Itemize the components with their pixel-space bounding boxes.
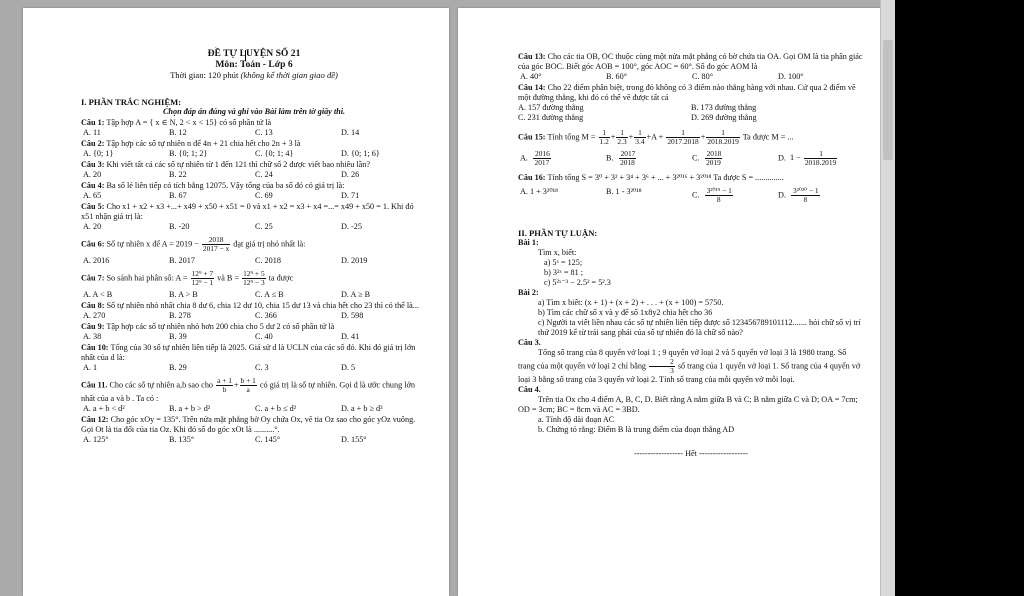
bai2-label: Bài 2: <box>518 288 539 297</box>
fraction-a: $\frac{a + 1}{b}$ <box>217 376 232 394</box>
cau4-a: a. Tính độ dài đoạn AC <box>538 415 615 424</box>
question-5-options: A. 20 B. -20 C. 25 D. -25 <box>83 222 362 231</box>
question-1-options: A. 11 B. 12 C. 13 D. 14 <box>83 128 360 137</box>
fraction: $\frac{1}{2018.2019}$ <box>804 149 837 167</box>
vertical-scrollbar[interactable] <box>880 0 896 596</box>
question-4-options: A. 65 B. 67 C. 69 D. 71 <box>83 191 360 200</box>
fraction: $\frac{\text{3²⁰¹⁹ − 1}}{8}$ <box>706 186 732 204</box>
question-14: Câu 14: Cho 22 điểm phân biệt, trong đó không có 3 điểm nào thẳng hàng với nhau. Cứ qua 2 điểm vẽ một đường thẳng, khi đó có thể vẽ được tất cả <box>518 83 856 102</box>
question-16: Câu 16: Tính tổng S = 3⁰ + 3² + 3⁴ + 3⁶ + ... + 3²⁰¹⁶ + 3²⁰¹⁸ Ta được S = .............. <box>518 173 784 182</box>
page-2 <box>458 8 882 596</box>
question-3-options: A. 20 B. 22 C. 24 D. 26 <box>83 170 360 179</box>
question-14-options: A. 157 đường thẳng B. 173 đường thẳng C. 231 đường thẳng D. 269 đường thẳng <box>518 103 757 122</box>
bai1-b: b) 3²ˣ = 81 ; <box>544 268 584 277</box>
scrollbar-thumb[interactable] <box>883 40 893 160</box>
part1-heading: I. PHẦN TRẮC NGHIỆM: <box>81 97 182 107</box>
question-11: Câu 11. Cho các số tự nhiên a,b sao cho $\frac{a + 1}{b}$ + $\frac{b + 1}{a}$ có giá trị là số tự nhiên. Gọi d là ước chung lớn nhất của a và b . Ta có : <box>81 376 415 403</box>
bai1-c: c) 5²ˣ⁻³ − 2.5² = 5².3 <box>544 278 611 287</box>
question-3: Câu 3: Khi viết tất cả các số tự nhiên từ 1 đến 121 thì chữ số 2 được viết bao nhiêu lần? <box>81 160 371 169</box>
fraction-b: $\frac{\text{12⁹ + 5}}{\text{12⁹ − 3}}$ <box>243 269 265 287</box>
question-2-options: A. {0; 1} B. {0; 1; 2} C. {0; 1; 4} D. {0; 1; 6} <box>83 149 380 158</box>
fraction: $\frac{\text{3²⁰²⁰ − 1}}{8}$ <box>793 186 819 204</box>
question-9: Câu 9: Tập hợp các số tự nhiên nhỏ hơn 200 chia cho 5 dư 2 có số phần tử là <box>81 322 335 331</box>
fraction: $\frac{2018}{2017 - x}$ <box>202 235 230 253</box>
question-8: Câu 8: Số tự nhiên nhỏ nhất chia 8 dư 6, chia 12 dư 10, chia 15 dư 13 và chia hết cho 23 thì có thể là... <box>81 301 419 310</box>
exam-title: ĐỀ TỰ LUYỆN SỐ 21 <box>207 48 301 59</box>
cau4-b: b. Chứng tỏ rằng: Điểm B là trung điểm của đoạn thẳng AD <box>538 425 735 434</box>
question-10-options: A. 1 B. 29 C. 3 D. 5 <box>83 363 356 372</box>
question-15-options: A. $\frac{2016}{2017}$ B. $\frac{2017}{2018}$ C. $\frac{2018}{2019}$ D. 1 − $\frac{1}{2018.2019}$ <box>520 149 837 167</box>
part2-heading: II. PHẦN TỰ LUẬN: <box>518 228 598 238</box>
question-2: Câu 2: Tập hợp các số tự nhiên n để 4n + 21 chia hết cho 2n + 3 là <box>81 139 301 148</box>
bai2-a: a) Tìm x biết: (x + 1) + (x + 2) + . . . + (x + 100) = 5750. <box>538 298 724 307</box>
bai1-label: Bài 1: <box>518 238 539 247</box>
question-12: Câu 12: Cho góc xOy = 135°. Trên nửa mặt phẳng bờ Oy chứa Ox, vẽ tia Oz sao cho góc yOz vuông. Gọi Ot là tia đối của tia Oz. Khi đó số đo góc xOt là ..........°. <box>81 415 416 434</box>
end-marker: ------------------ Hết ------------------ <box>633 449 749 458</box>
question-11-options: A. a + b < d² B. a + b > d² C. a + b ≤ d² D. a + b ≥ d² <box>83 404 383 413</box>
fraction: $\frac{2016}{2017}$ <box>534 149 550 167</box>
fraction: $\frac{2018}{2019}$ <box>706 149 722 167</box>
cau4-text: Trên tia Ox cho 4 điểm A, B, C, D. Biết rằng A nằm giữa B và C; B nằm giữa C và D; OA = 7cm; OD = 3cm; BC = 8cm và AC = 3BD. <box>518 395 858 414</box>
question-6-options: A. 2016 B. 2017 C. 2018 D. 2019 <box>83 256 368 265</box>
part1-instruction: Chọn đáp án đúng và ghi vào Bài làm trên tờ giấy thi. <box>162 107 346 116</box>
fraction: $\frac{1}{1.2}$ <box>599 128 609 146</box>
fraction: $\frac{1}{2018.2019}$ <box>707 128 739 146</box>
cau3-text: Tổng số trang của 8 quyển vở loại 1 ; 9 quyển vở loại 2 và 5 quyển vở loại 3 là 1980 trang. Số trang của một quyển vở loại 2 chỉ bằng $\frac{2}{3}$ số trang của 1 quyển vở loại 1. Số trang của 4 quyển vở loại 3 bằng số trang của 3 quyển vở loại 2. Tính số trang của mỗi quyển vở mỗi loại. <box>518 348 861 384</box>
cau4-label: Câu 4. <box>518 385 541 394</box>
fraction: $\frac{2}{3}$ <box>649 358 675 375</box>
bai2-c: c) Người ta viết liền nhau các số tự nhiên liên tiếp được số 123456789101112....... hỏi chữ số vị trí thứ 2019 kể từ trái sang phải của số tự nhiên đó là chữ số nào? <box>538 318 861 337</box>
question-8-options: A. 270 B. 278 C. 366 D. 598 <box>83 311 364 320</box>
fraction-a: $\frac{\text{12⁹ + 7}}{\text{12⁹ − 1}}$ <box>191 269 214 287</box>
fraction: $\frac{1}{2017.2018}$ <box>667 128 699 146</box>
question-7: Câu 7: So sánh hai phân số: A = $\frac{\text{12⁹ + 7}}{\text{12⁹ − 1}}$ và B = $\frac{\text{12⁹ + 5}}{\text{12⁹ − 3}}$ ta được <box>81 269 294 287</box>
fraction: $\frac{1}{2.3}$ <box>617 128 627 146</box>
page-1 <box>23 8 449 596</box>
question-7-options: A. A < B B. A > B C. A ≤ B D. A ≥ B <box>83 290 371 299</box>
fraction: $\frac{2017}{2018}$ <box>620 149 636 167</box>
question-5: Câu 5: Cho x1 + x2 + x3 +...+ x49 + x50 + x51 = 0 và x1 + x2 = x3 + x4 =...= x49 + x50 = 1. Khi đó x51 nhận giá trị là: <box>81 202 414 221</box>
exam-time: Thời gian: 120 phút (không kể thời gian giao đề) <box>170 70 338 80</box>
question-15: Câu 15: Tính tổng M = $\frac{1}{1.2}$ + $\frac{1}{2.3}$ + $\frac{1}{3.4}$ +A + $\frac{1}{2017.2018}$ + $\frac{1}{2018.2019}$ Ta được M = ... <box>518 128 794 146</box>
fraction: $\frac{1}{3.4}$ <box>635 128 645 146</box>
question-16-options: A. 1 + 3²⁰¹⁸ B. 1 - 3²⁰¹⁸ C. $\frac{\text{3²⁰¹⁹ − 1}}{8}$ D. $\frac{\text{3²⁰²⁰ − 1}}{8}$ <box>520 186 819 204</box>
bai1-a: a) 5ˣ = 125; <box>544 258 583 267</box>
exam-subject: Môn: Toán - Lớp 6 <box>215 59 293 70</box>
question-12-options: A. 125° B. 135° C. 145° D. 155° <box>83 435 367 444</box>
question-10: Câu 10: Tổng của 30 số tự nhiên liên tiếp là 2025. Giả sử d là UCLN của các số đó. Khi đó giá trị lớn nhất của d là: <box>81 343 416 362</box>
question-13-options: A. 40° B. 60° C. 80° D. 100° <box>520 72 804 81</box>
question-9-options: A. 38 B. 39 C. 40 D. 41 <box>83 332 360 341</box>
question-1: Câu 1: Tập hợp A = { x ∈ N, 2 < x < 15} có số phần tử là <box>81 118 272 127</box>
fraction-b: $\frac{b + 1}{a}$ <box>240 376 256 394</box>
bai2-b: b) Tìm các chữ số x và y để số 1x8y2 chia hết cho 36 <box>538 308 713 317</box>
right-margin-area <box>895 0 1024 596</box>
question-13: Câu 13: Cho các tia OB, OC thuộc cùng một nửa mặt phẳng có bờ chứa tia OA. Gọi OM là tia phân giác của góc BOC. Biết góc AOB = 100°, góc AOC = 60°. Số đo góc AOM là <box>518 52 863 71</box>
question-6: Câu 6: Số tự nhiên x để A = 2019 − $\frac{2018}{2017 - x}$ đạt giá trị nhỏ nhất là: <box>81 235 306 253</box>
question-4: Câu 4: Ba số lẻ liên tiếp có tích bằng 12075. Vậy tổng của ba số đó có giá trị là: <box>81 181 345 190</box>
cau3-label: Câu 3. <box>518 338 541 347</box>
bai1-intro: Tìm x, biết: <box>538 248 577 257</box>
